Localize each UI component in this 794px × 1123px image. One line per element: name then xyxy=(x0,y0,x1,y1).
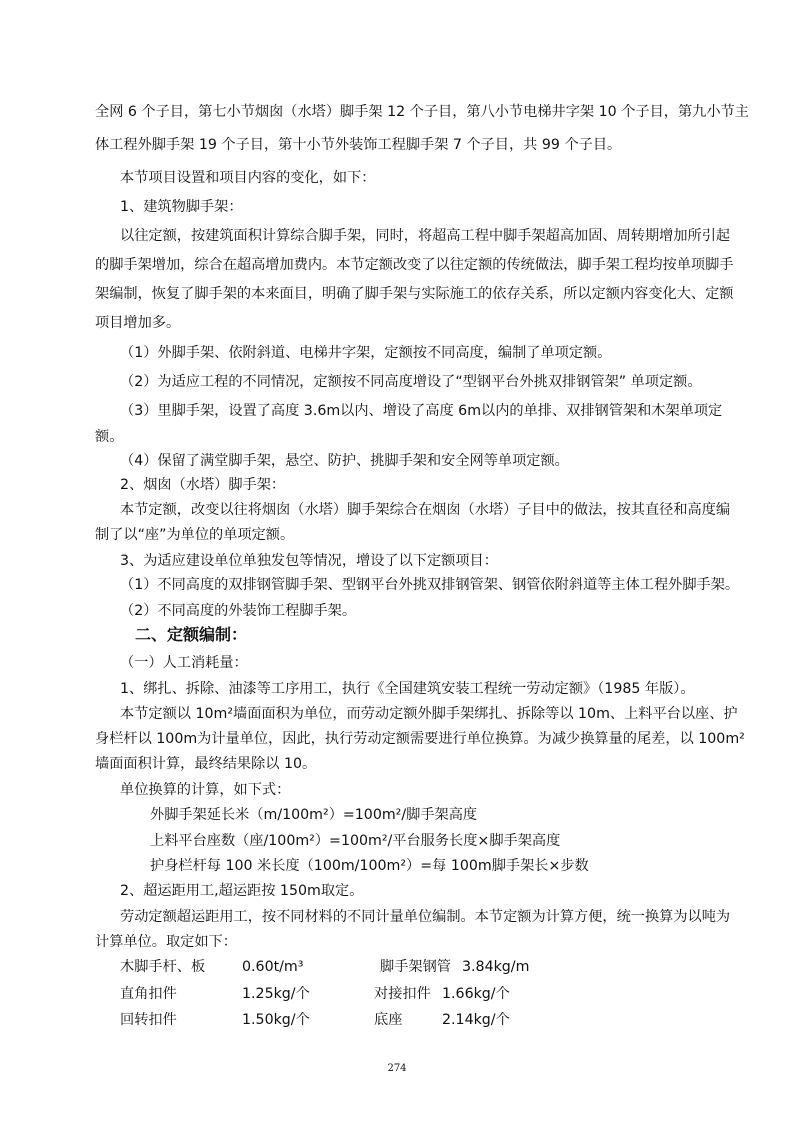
formula-line: 护身栏杆每 100 米长度（100m/100m²）=每 100m脚手架长×步数 xyxy=(150,858,589,874)
page-number: 274 xyxy=(387,1063,407,1074)
paragraph-line: 本节定额以 10m²墙面面积为单位，而劳动定额外脚手架绑扎、拆除等以 10m、上料平台以座、护 xyxy=(120,706,738,722)
paragraph-line: 2、超运距用工,超运距按 150m取定。 xyxy=(120,883,364,899)
list-item: （2）不同高度的外装饰工程脚手架。 xyxy=(120,603,357,619)
paragraph-line: 制了以“座”为单位的单项定额。 xyxy=(95,527,295,543)
paragraph-line: 本节定额，改变以往将烟囱（水塔）脚手架综合在烟囱（水塔）子目中的做法，按其直径和高度编 xyxy=(120,502,731,518)
paragraph-line: 体工程外脚手架 19 个子目，第十小节外装饰工程脚手架 7 个子目，共 99 个子目。 xyxy=(95,137,622,153)
paragraph-line: 全网 6 个子目，第七小节烟囱（水塔）脚手架 12 个子目，第八小节电梯井字架 10 个子目，第九小节主 xyxy=(95,104,749,120)
material-name: 脚手架钢管 xyxy=(380,959,451,975)
list-item: （1）不同高度的双排钢管脚手架、型钢平台外挑双排钢管架、钢管依附斜道等主体工程外脚手架。 xyxy=(120,577,740,593)
material-name: 对接扣件 xyxy=(374,986,431,1002)
material-name: 底座 xyxy=(374,1012,403,1028)
paragraph-line: 的脚手架增加，综合在超高增加费内。本节定额改变了以往定额的传统做法，脚手架工程均按单项脚手 xyxy=(95,257,734,273)
paragraph-line: 计算单位。取定如下： xyxy=(95,934,237,950)
material-weight: 3.84kg/m xyxy=(462,959,530,975)
formula-line: 外脚手架延长米（m/100m²）=100m²/脚手架高度 xyxy=(150,807,478,823)
section-heading: 3、为适应建设单位单独发包等情况，增设了以下定额项目： xyxy=(120,553,498,569)
section-heading: 1、建筑物脚手架： xyxy=(120,199,243,215)
material-weight: 1.25kg/个 xyxy=(242,986,310,1002)
list-item: （3）里脚手架，设置了高度 3.6m以内、增设了高度 6m以内的单排、双排钢管架和木架单项定 xyxy=(120,403,723,419)
section-heading: 2、烟囱（水塔）脚手架： xyxy=(120,477,286,493)
material-weight: 0.60t/m³ xyxy=(242,959,304,975)
material-weight: 1.66kg/个 xyxy=(442,986,510,1002)
chapter-heading: 二、定额编制： xyxy=(135,625,248,644)
material-name: 回转扣件 xyxy=(120,1012,177,1028)
paragraph-line: 单位换算的计算，如下式： xyxy=(120,782,291,798)
material-name: 直角扣件 xyxy=(120,986,177,1002)
list-item: （4）保留了满堂脚手架，悬空、防护、挑脚手架和安全网等单项定额。 xyxy=(120,453,569,469)
paragraph-line: 额。 xyxy=(95,429,124,445)
paragraph-line: 身栏杆以 100m为计量单位，因此，执行劳动定额需要进行单位换算。为减少换算量的尾差，以 100m² xyxy=(95,731,745,747)
material-weight: 1.50kg/个 xyxy=(242,1012,310,1028)
paragraph-line: 架编制，恢复了脚手架的本来面目，明确了脚手架与实际施工的依存关系，所以定额内容变化大、定额 xyxy=(95,286,734,302)
material-weight: 2.14kg/个 xyxy=(442,1012,510,1028)
list-item: （1）外脚手架、依附斜道、电梯井字架，定额按不同高度，编制了单项定额。 xyxy=(120,345,612,361)
paragraph-line: 1、绑扎、拆除、油漆等工序用工，执行《全国建筑安装工程统一劳动定额》（1985 年版）。 xyxy=(120,681,695,697)
paragraph-line: 劳动定额超运距用工，按不同材料的不同计量单位编制。本节定额为计算方便，统一换算为以吨为 xyxy=(120,909,731,925)
subsection-heading: （一）人工消耗量： xyxy=(120,655,248,671)
paragraph-line: 项目增加多。 xyxy=(95,315,181,331)
formula-line: 上料平台座数（座/100m²）=100m²/平台服务长度×脚手架高度 xyxy=(150,833,561,849)
paragraph-line: 本节项目设置和项目内容的变化，如下： xyxy=(120,170,376,186)
list-item: （2）为适应工程的不同情况，定额按不同高度增设了“型钢平台外挑双排钢管架” 单项定额。 xyxy=(120,374,702,390)
material-name: 木脚手杆、板 xyxy=(120,959,206,975)
paragraph-line: 以往定额，按建筑面积计算综合脚手架，同时，将超高工程中脚手架超高加固、周转期增加所引起 xyxy=(120,228,731,244)
paragraph-line: 墙面面积计算，最终结果除以 10。 xyxy=(95,756,317,772)
